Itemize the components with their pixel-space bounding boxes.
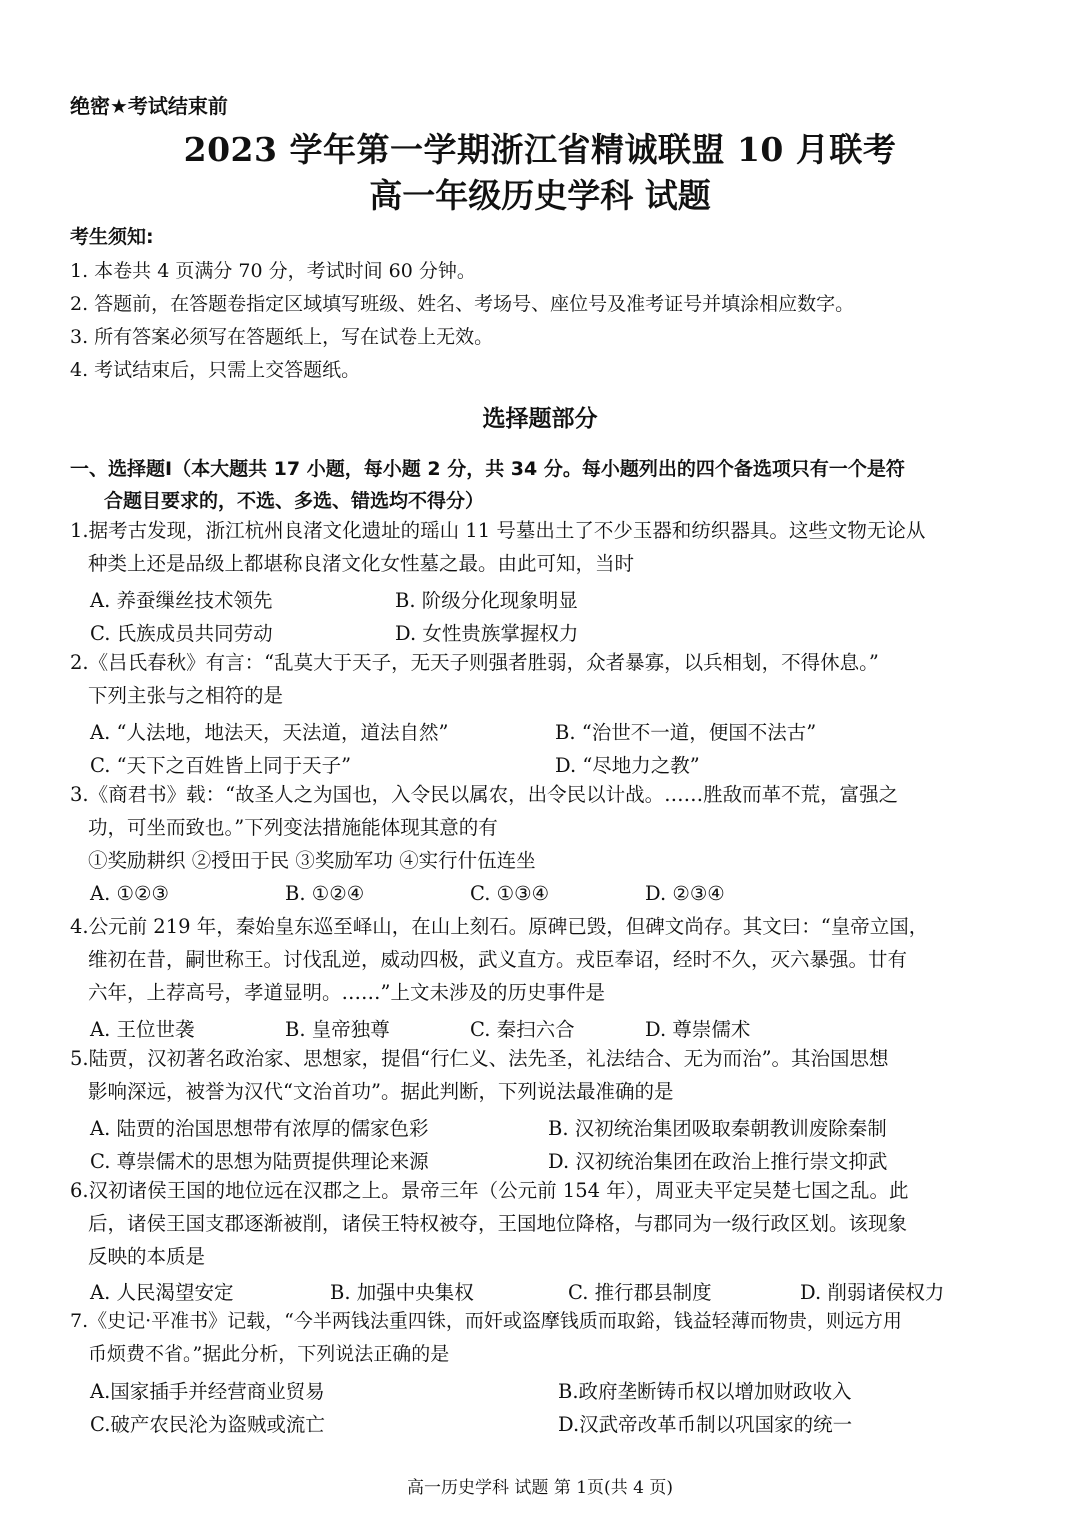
option-d: D. 削弱诸侯权力 bbox=[800, 1281, 945, 1304]
option-a: A. 陆贾的治国思想带有浓厚的儒家色彩 bbox=[90, 1117, 429, 1140]
question-text: 3.《商君书》载：“故圣人之为国也，入令民以属农，出令民以计战。……胜敌而革不荒，富强之 bbox=[70, 783, 899, 806]
question-text: 币烦费不省。”据此分析，下列说法正确的是 bbox=[88, 1343, 450, 1365]
option-b: B. 皇帝独尊 bbox=[285, 1018, 390, 1041]
option-c: C. 尊崇儒术的思想为陆贾提供理论来源 bbox=[90, 1150, 429, 1173]
question-2 bbox=[70, 646, 1015, 712]
option-b: B. “治世不一道，便国不法古” bbox=[555, 721, 817, 744]
option-a: A. ①②③ bbox=[90, 882, 169, 905]
option-d: D. “尽地力之教” bbox=[555, 754, 700, 777]
option-b: B. 汉初统治集团吸取秦朝教训废除秦制 bbox=[548, 1117, 887, 1140]
question-5 bbox=[70, 1042, 1015, 1108]
option-c: C. ①③④ bbox=[470, 882, 550, 905]
notice-item: 4. 考试结束后，只需上交答题纸。 bbox=[70, 359, 361, 381]
option-a: A.国家插手并经营商业贸易 bbox=[90, 1380, 325, 1403]
option-c: C. 氏族成员共同劳动 bbox=[90, 622, 273, 645]
option-d: D. 女性贵族掌握权力 bbox=[395, 622, 579, 645]
question-text: 维初在昔，嗣世称王。讨伐乱逆，威动四极，武义直方。戎臣奉诏，经时不久，灭六暴强。廿有 bbox=[88, 948, 908, 971]
question-text: 反映的本质是 bbox=[88, 1245, 206, 1268]
exam-title: 2023 学年第一学期浙江省精诚联盟 10 月联考 bbox=[183, 130, 897, 169]
option-a: A. 养蚕缫丝技术领先 bbox=[90, 589, 273, 612]
confidential-label: 绝密★考试结束前 bbox=[70, 94, 228, 118]
question-text: ①奖励耕织 ②授田于民 ③奖励军功 ④实行什伍连坐 bbox=[88, 849, 536, 872]
notice-item: 3. 所有答案必须写在答题纸上，写在试卷上无效。 bbox=[70, 326, 494, 348]
instructions-line: 合题目要求的，不选、多选、错选均不得分） bbox=[104, 490, 485, 512]
option-d: D. 汉初统治集团在政治上推行崇文抑武 bbox=[548, 1150, 888, 1173]
notice-item: 1. 本卷共 4 页满分 70 分，考试时间 60 分钟。 bbox=[70, 260, 476, 282]
option-d: D. 尊崇儒术 bbox=[645, 1018, 751, 1041]
question-text: 1.据考古发现，浙江杭州良渚文化遗址的瑶山 11 号墓出土了不少玉器和纺织器具。这些文物无论从 bbox=[70, 519, 926, 542]
question-text: 5.陆贾，汉初著名政治家、思想家，提倡“行仁义、法先圣，礼法结合、无为而治”。其治国思想 bbox=[70, 1047, 889, 1070]
instructions-line: 一、选择题Ⅰ（本大题共 17 小题，每小题 2 分，共 34 分。每小题列出的四个备选项只有一个是符 bbox=[70, 458, 905, 480]
option-d: D. ②③④ bbox=[645, 882, 725, 905]
page-footer: 高一历史学科 试题 第 1页(共 4 页) bbox=[407, 1478, 673, 1498]
option-b: B. 加强中央集权 bbox=[330, 1281, 474, 1304]
option-a: A. 人民渴望安定 bbox=[90, 1281, 234, 1304]
question-text: 后，诸侯王国支郡逐渐被削，诸侯王特权被夺，王国地位降格，与郡同为一级行政区划。该现象 bbox=[88, 1212, 908, 1235]
question-text: 7.《史记·平准书》记载，“今半两钱法重四铢，而奸或盗摩钱质而取鋊，钱益轻薄而物贵，则远方用 bbox=[70, 1310, 902, 1332]
notice-item: 2. 答题前，在答题卷指定区域填写班级、姓名、考场号、座位号及准考证号并填涂相应数字。 bbox=[70, 293, 855, 315]
section-title: 选择题部分 bbox=[482, 406, 598, 432]
notice-heading: 考生须知: bbox=[70, 226, 154, 248]
option-d: D.汉武帝改革币制以巩国家的统一 bbox=[558, 1413, 853, 1436]
option-c: C. 推行郡县制度 bbox=[568, 1281, 712, 1304]
question-6 bbox=[70, 1174, 1015, 1273]
question-text: 功，可坐而致也。”下列变法措施能体现其意的有 bbox=[88, 816, 498, 839]
exam-subtitle: 高一年级历史学科 试题 bbox=[369, 176, 711, 215]
option-b: B.政府垄断铸币权以增加财政收入 bbox=[558, 1380, 852, 1403]
question-4 bbox=[70, 910, 1015, 1009]
question-7 bbox=[70, 1305, 1015, 1371]
question-text: 影响深远，被誉为汉代“文治首功”。据此判断，下列说法最准确的是 bbox=[88, 1080, 674, 1103]
question-text: 6.汉初诸侯王国的地位远在汉郡之上。景帝三年（公元前 154 年），周亚夫平定吴楚七国之乱。此 bbox=[70, 1179, 909, 1202]
option-c: C. “天下之百姓皆上同于天子” bbox=[90, 754, 352, 777]
question-text: 2.《吕氏春秋》有言：“乱莫大于天子，无天子则强者胜弱，众者暴寡，以兵相刬，不得休息。” bbox=[70, 651, 879, 674]
question-text: 下列主张与之相符的是 bbox=[88, 684, 284, 707]
question-text: 4.公元前 219 年，秦始皇东巡至峄山，在山上刻石。原碑已毁，但碑文尚存。其文曰：“皇帝立国， bbox=[70, 915, 929, 938]
option-c: C. 秦扫六合 bbox=[470, 1018, 575, 1041]
question-text: 六年，上荐高号，孝道显明。……”上文未涉及的历史事件是 bbox=[88, 981, 605, 1004]
option-c: C.破产农民沦为盗贼或流亡 bbox=[90, 1413, 325, 1436]
question-text: 种类上还是品级上都堪称良渚文化女性墓之最。由此可知，当时 bbox=[88, 552, 635, 575]
option-b: B. 阶级分化现象明显 bbox=[395, 589, 578, 612]
option-a: A. 王位世袭 bbox=[90, 1018, 195, 1041]
question-1 bbox=[70, 514, 1015, 580]
option-a: A. “人法地，地法天，天法道，道法自然” bbox=[90, 721, 449, 744]
option-b: B. ①②④ bbox=[285, 882, 365, 905]
question-3 bbox=[70, 778, 1015, 877]
